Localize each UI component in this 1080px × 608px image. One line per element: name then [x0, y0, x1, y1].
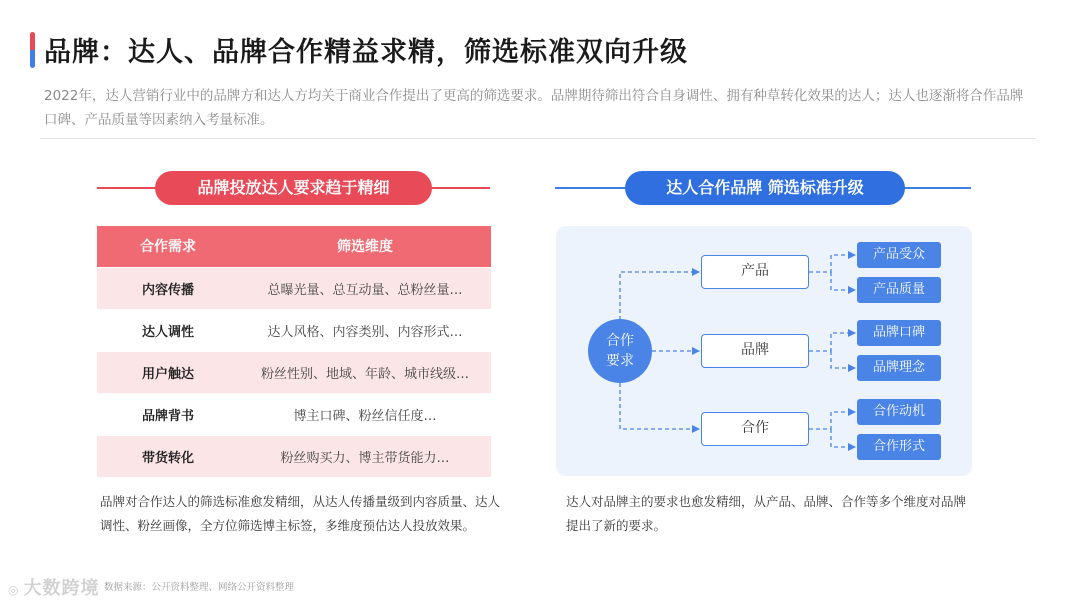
connector-leaf	[809, 412, 855, 429]
leaf-node: 产品受众	[857, 242, 941, 268]
leaf-node: 产品质量	[857, 277, 941, 303]
connector-leaf	[809, 333, 855, 351]
table-row	[97, 309, 491, 351]
leaf-node: 品牌理念	[857, 355, 941, 381]
page-title: 品牌：达人、品牌合作精益求精，筛选标准双向升级	[44, 37, 688, 68]
table-cell-need: 内容传播	[97, 267, 239, 309]
table-cell-need: 用户触达	[97, 351, 239, 393]
table-cell-dimension: 粉丝性别、地域、年龄、城市线级…	[239, 351, 491, 393]
connector-to-cooperation	[620, 383, 699, 429]
right-note: 达人对品牌主的要求也愈发精细，从产品、品牌、合作等多个维度对品牌提出了新的要求。	[566, 494, 967, 533]
connector-leaf	[809, 255, 855, 272]
connector-to-product	[620, 272, 699, 320]
center-node-line2: 要求	[606, 353, 634, 369]
column-header-need: 合作需求	[97, 226, 239, 267]
table-cell-need: 带货转化	[97, 435, 239, 477]
connector-leaf	[831, 351, 855, 368]
table-cell-dimension: 总曝光量、总互动量、总粉丝量…	[239, 267, 491, 309]
leaf-node: 品牌口碑	[857, 320, 941, 346]
column-header-dimension: 筛选维度	[239, 226, 491, 267]
table-row	[97, 435, 491, 477]
center-node-line1: 合作	[606, 333, 634, 349]
table-cell-dimension: 达人风格、内容类别、内容形式…	[239, 309, 491, 351]
watermark-text: 大数跨境	[23, 578, 100, 599]
connector-leaf	[831, 429, 855, 447]
branch-node-brand: 品牌	[701, 334, 809, 368]
table-header-row	[97, 226, 491, 267]
connector-leaf	[831, 272, 855, 290]
table-cell-need: 达人调性	[97, 309, 239, 351]
table-row	[97, 393, 491, 435]
table-row	[97, 351, 491, 393]
table-cell-dimension: 粉丝购买力、博主带货能力…	[239, 435, 491, 477]
table-cell-dimension: 博主口碑、粉丝信任度…	[239, 393, 491, 435]
title-accent-bar	[30, 32, 35, 68]
leaf-node: 合作形式	[857, 434, 941, 460]
table-cell-need: 品牌背书	[97, 393, 239, 435]
header-divider	[40, 138, 1036, 139]
intro-paragraph: 2022年，达人营销行业中的品牌方和达人方均关于商业合作提出了更高的筛选要求。品牌期待筛出符合自身调性、拥有种草转化效果的达人；达人也逐渐将合作品牌口碑、产品质量等因素纳入考量标准。	[44, 88, 1024, 128]
requirements-table	[97, 226, 491, 477]
right-heading: 达人合作品牌 筛选标准升级	[625, 171, 905, 205]
branch-node-product: 产品	[701, 255, 809, 289]
source-note: 数据来源：公开资料整理、网络公开资料整理	[104, 582, 295, 593]
leaf-node: 合作动机	[857, 399, 941, 425]
center-node	[588, 319, 652, 383]
table-row	[97, 267, 491, 309]
watermark-logo-icon: ◎	[8, 583, 20, 597]
left-note: 品牌对合作达人的筛选标准愈发精细，从达人传播量级到内容质量、达人调性、粉丝画像，全方位筛选博主标签，多维度预估达人投放效果。	[100, 494, 501, 533]
branch-node-cooperation: 合作	[701, 412, 809, 446]
left-heading: 品牌投放达人要求趋于精细	[155, 171, 432, 205]
watermark	[8, 574, 99, 600]
